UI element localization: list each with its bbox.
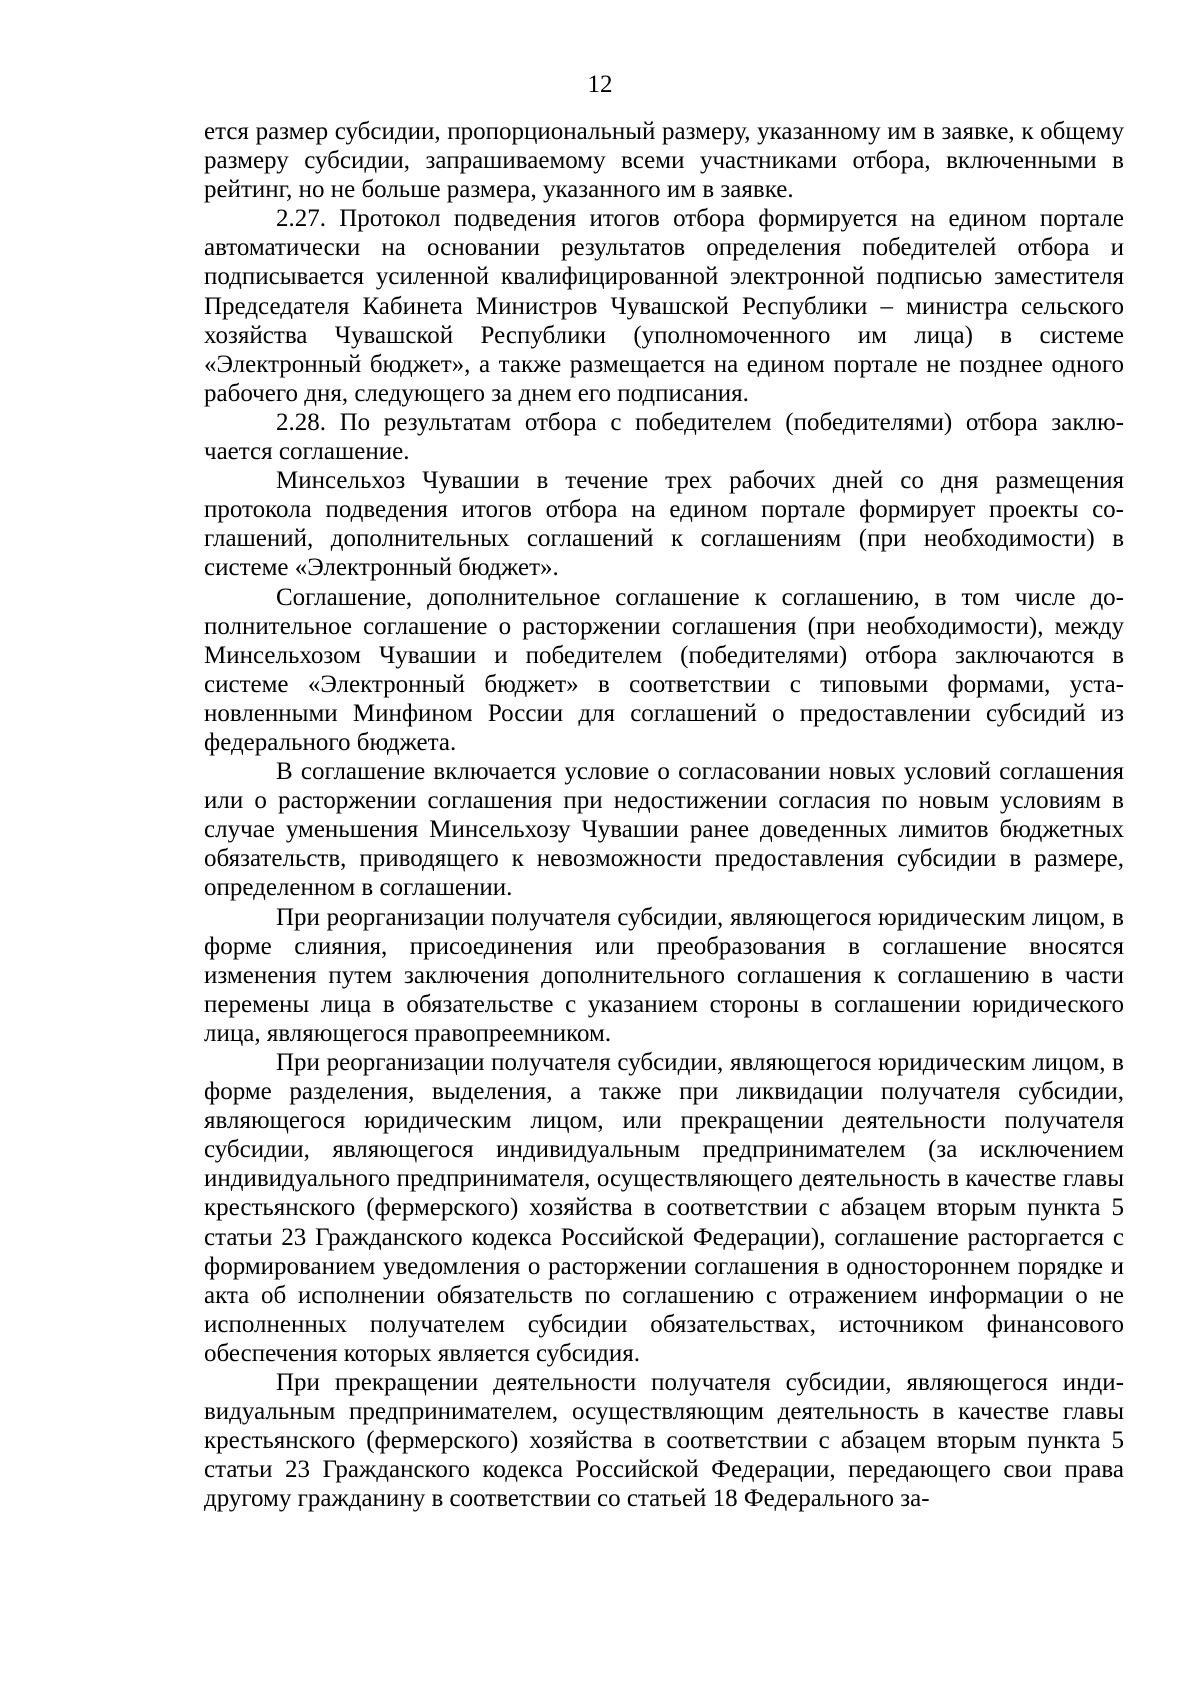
paragraph-continuation: ется размер субсидии, пропорциональный размеру, указанному им в заявке, к общему размеру субсидии, запрашиваемому всеми участниками отбора, включенными в рейтинг, но не больше размера, указанного им в заявке. <box>204 118 1124 204</box>
paragraph-agreement-conditions: В соглашение включается условие о согласовании новых условий соглашения или о расторжении соглашения при недостижении согласия по новым условиям в случае уменьшения Минсельхозу Чувашии ранее доведенных лимитов бюджетных обязательств, приводящего к невозможности предоставления субсидии в размере, определенном в соглашении. <box>204 758 1124 902</box>
paragraph-agreement-conclusion: Соглашение, дополнительное соглашение к соглашению, в том числе дополнительное соглашение о расторжении соглашения (при необходимости), между Минсельхозом Чувашии и победителем (победителями) отбора заключаются в системе «Электронный бюджет» в соответствии с типовыми формами, установленными Минфином России для соглашений о предоставлении субсидий из федерального бюджета. <box>204 583 1124 756</box>
paragraph-2-28: 2.28. По результатам отбора с победителем (победителями) отбора заключается соглашение. <box>204 408 1124 466</box>
document-body <box>204 117 1124 1514</box>
paragraph-reorganization-merger: При реорганизации получателя субсидии, являющегося юридическим лицом, в форме слияния, присоединения или преобразования в соглашение вносятся изменения путем заключения дополнительного соглашения к соглашению в части перемены лица в обязательстве с указанием стороны в соглашении юридического лица, являющегося правопреемником. <box>204 903 1124 1047</box>
paragraph-2-27: 2.27. Протокол подведения итогов отбора формируется на едином портале автоматически на основании результатов определения победителей отбора и подписывается усиленной квалифицированной электронной подписью заместителя Председателя Кабинета Министров Чувашской Республики – министра сельского хозяйства Чувашской Республики (уполномоченного им лица) в системе «Электронный бюджет», а также размещается на едином портале не позднее одного рабочего дня, следующего за днем его подписания. <box>204 205 1124 407</box>
paragraph-termination-entrepreneur: При прекращении деятельности получателя субсидии, являющегося индивидуальным предпринимателем, осуществляющим деятельность в качестве главы крестьянского (фермерского) хозяйства в соответствии с абзацем вторым пункта 5 статьи 23 Гражданского кодекса Российской Федерации, передающего свои права другому гражданину в соответствии со статьей 18 Федерального за- <box>204 1369 1124 1513</box>
paragraph-reorganization-division: При реорганизации получателя субсидии, являющегося юридическим лицом, в форме разделения, выделения, а также при ликвидации получателя субсидии, являющегося юридическим лицом, или прекращении деятельности получателя субсидии, являющегося индивидуальным предпринимателем (за исключением индивидуального предпринимателя, осуществляющего деятельность в качестве главы крестьянского (фермерского) хозяйства в соответствии с абзацем вторым пункта 5 статьи 23 Гражданского кодекса Российской Федерации), соглашение расторгается с формированием уведомления о расторжении соглашения в одностороннем порядке и акта об исполнении обязательств по соглашению с отражением информации о не исполненных получателем субсидии обязательствах, источником финансового обеспечения которых является субсидия. <box>204 1049 1124 1367</box>
paragraph-minselkhoz-drafts: Минсельхоз Чувашии в течение трех рабочих дней со дня размещения протокола подведения итогов отбора на едином портале формирует проекты соглашений, дополнительных соглашений к соглашениям (при необходимости) в системе «Электронный бюджет». <box>204 467 1124 582</box>
page-number: 12 <box>587 71 613 98</box>
